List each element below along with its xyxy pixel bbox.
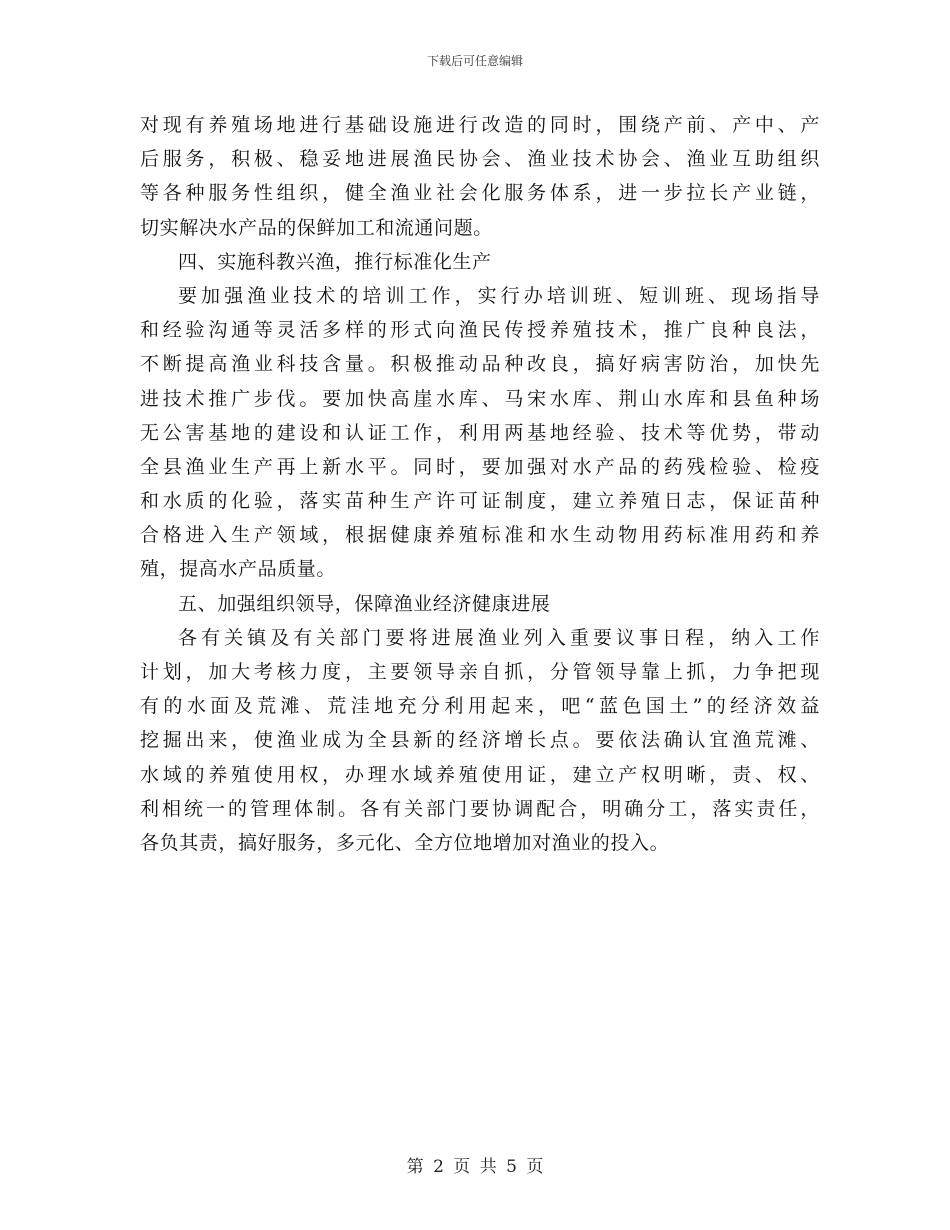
text-line: 全县渔业生产再上新水平。同时，要加强对水产品的药残检验、检疫 bbox=[140, 455, 820, 478]
text-line: 对现有养殖场地进行基础设施进行改造的同时，围绕产前、产中、产 bbox=[140, 114, 820, 136]
section-heading: 五、加强组织领导，保障渔业经济健康进展 bbox=[178, 592, 551, 615]
text-line: 各有关镇及有关部门要将进展渔业列入重要议事日程，纳入工作 bbox=[178, 626, 820, 649]
page-header: 下载后可任意编辑 bbox=[426, 54, 523, 68]
text-line: 水域的养殖使用权，办理水域养殖使用证，建立产权明晰，责、权、 bbox=[140, 763, 820, 786]
text-line: 利相统一的管理体制。各有关部门要协调配合，明确分工，落实责任， bbox=[140, 797, 820, 820]
text-line: 殖，提高水产品质量。 bbox=[140, 558, 337, 581]
text-line: 有的水面及荒滩、荒洼地充分利用起来，吧“蓝色国土”的经济效益 bbox=[140, 695, 820, 718]
text-line: 和水质的化验，落实苗种生产许可证制度，建立养殖日志，保证苗种 bbox=[140, 490, 820, 513]
text-line: 计划，加大考核力度，主要领导亲自抓，分管领导靠上抓，力争把现 bbox=[140, 661, 820, 683]
text-line: 和经验沟通等灵活多样的形式向渔民传授养殖技术，推广良种良法， bbox=[140, 319, 820, 342]
text-line: 各负其责，搞好服务，多元化、全方位地增加对渔业的投入。 bbox=[140, 831, 670, 854]
text-line: 等各种服务性组织，健全渔业社会化服务体系，进一步拉长产业链， bbox=[140, 182, 820, 205]
page-number: 第 2 页 共 5 页 bbox=[406, 1157, 544, 1177]
text-line: 后服务，积极、稳妥地进展渔民协会、渔业技术协会、渔业互助组织 bbox=[140, 148, 820, 171]
text-line: 切实解决水产品的保鲜加工和流通问题。 bbox=[140, 216, 493, 239]
text-line: 合格进入生产领域，根据健康养殖标准和水生动物用药标准用药和养 bbox=[140, 524, 820, 547]
section-heading: 四、实施科教兴渔，推行标准化生产 bbox=[178, 250, 492, 273]
text-line: 要加强渔业技术的培训工作，实行办培训班、短训班、现场指导 bbox=[178, 284, 820, 307]
text-line: 无公害基地的建设和认证工作，利用两基地经验、技术等优势，带动 bbox=[140, 421, 820, 444]
text-line: 挖掘出来，使渔业成为全县新的经济增长点。要依法确认宜渔荒滩、 bbox=[140, 729, 820, 752]
text-line: 不断提高渔业科技含量。积极推动品种改良，搞好病害防治，加快先 bbox=[140, 353, 820, 376]
document-body bbox=[140, 108, 820, 860]
text-line: 进技术推广步伐。要加快高崖水库、马宋水库、荆山水库和县鱼种场 bbox=[140, 387, 820, 410]
